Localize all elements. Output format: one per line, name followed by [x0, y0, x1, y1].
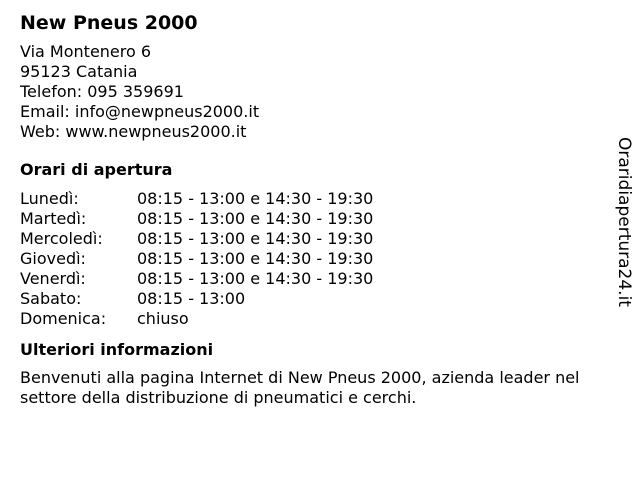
- hours-row-sunday: [20, 309, 620, 329]
- hours-day: Lunedì:: [20, 189, 79, 208]
- hours-row-friday: [20, 269, 620, 289]
- business-card: [20, 10, 620, 408]
- business-name: New Pneus 2000: [20, 12, 198, 34]
- hours-day: Giovedì:: [20, 249, 86, 268]
- website: Web: www.newpneus2000.it: [20, 122, 247, 141]
- hours-row-thursday: [20, 249, 620, 269]
- hours-day: Sabato:: [20, 289, 82, 308]
- hours-day: Martedì:: [20, 209, 87, 228]
- hours-time: 08:15 - 13:00 e 14:30 - 19:30: [137, 189, 374, 208]
- more-info-title: Ulteriori informazioni: [20, 340, 214, 359]
- hours-day: Venerdì:: [20, 269, 86, 288]
- more-info-text: Benvenuti alla pagina Internet di New Pneus 2000, azienda leader nel settore della distribuzione di pneumatici e cerchi.: [20, 368, 580, 407]
- opening-hours-table: [20, 189, 620, 329]
- hours-time: 08:15 - 13:00 e 14:30 - 19:30: [137, 249, 374, 268]
- hours-row-monday: [20, 189, 620, 209]
- email-address: Email: info@newpneus2000.it: [20, 102, 260, 121]
- hours-time: 08:15 - 13:00 e 14:30 - 19:30: [137, 269, 374, 288]
- hours-row-wednesday: [20, 229, 620, 249]
- address-city: 95123 Catania: [20, 62, 138, 81]
- hours-time: 08:15 - 13:00 e 14:30 - 19:30: [137, 209, 374, 228]
- hours-time: 08:15 - 13:00 e 14:30 - 19:30: [137, 229, 374, 248]
- address-street: Via Montenero 6: [20, 42, 152, 61]
- hours-row-saturday: [20, 289, 620, 309]
- hours-day: Domenica:: [20, 309, 107, 328]
- site-brand-label: Oraridiapertura24.it: [614, 137, 634, 307]
- hours-day: Mercoledì:: [20, 229, 103, 248]
- hours-row-tuesday: [20, 209, 620, 229]
- opening-hours-title: Orari di apertura: [20, 160, 173, 179]
- hours-time: 08:15 - 13:00: [137, 289, 246, 308]
- hours-time: chiuso: [137, 309, 189, 328]
- phone-number: Telefon: 095 359691: [20, 82, 184, 101]
